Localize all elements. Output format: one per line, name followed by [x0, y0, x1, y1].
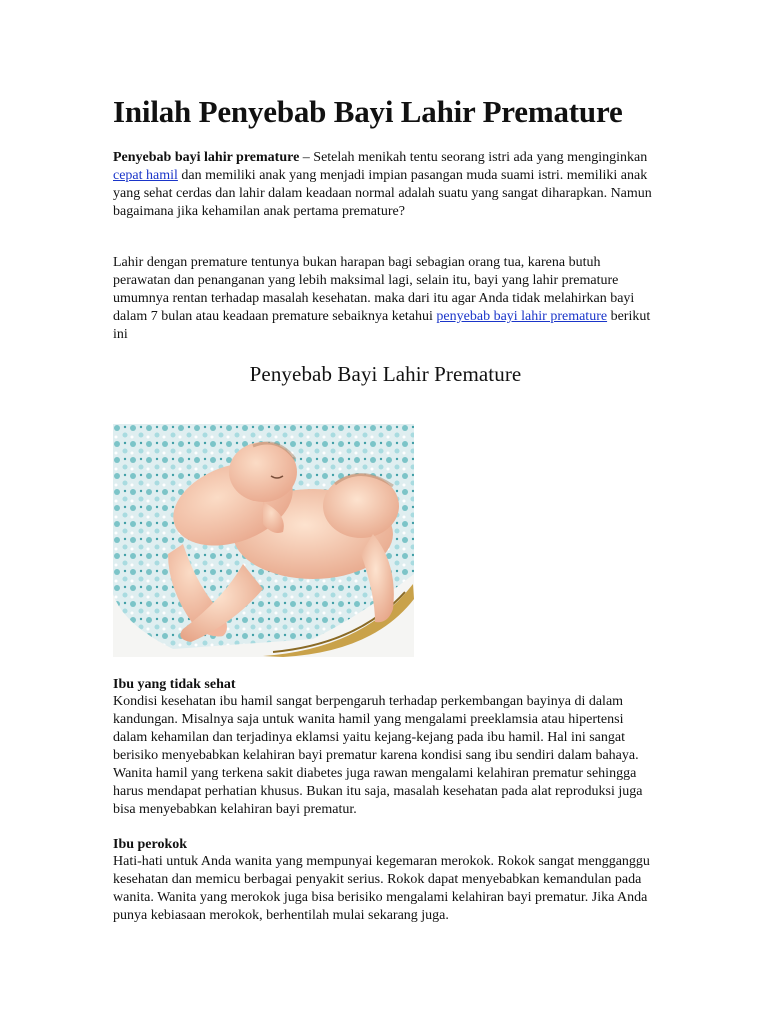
article-title: Inilah Penyebab Bayi Lahir Premature	[113, 94, 623, 129]
babies-photo	[113, 424, 414, 657]
para2-text-a: Lahir dengan premature tentunya bukan harapan bagi sebagian orang tua, karena butuh perawatan dan penanganan yang lebih maksimal lagi, selain itu, bayi yang lahir premature umumnya rentan terhadap masalah kesehatan. maka dari itu agar Anda tidak melahirkan bayi dalam 7 bulan atau keadaan premature sebaiknya ketahui	[113, 255, 635, 324]
intro-text-b: dan memiliki anak yang menjadi impian pasangan muda suami istri. memiliki anak yang sehat cerdas dan lahir dalam keadaan normal adalah suatu yang sangat diharapkan. Namun bagaimana jika kehamilan anak pertama premature?	[113, 168, 652, 219]
section-title-ibu-tidak-sehat: Ibu yang tidak sehat	[113, 677, 236, 692]
link-cepat-hamil[interactable]: cepat hamil	[113, 168, 178, 183]
section-body-ibu-perokok: Hati-hati untuk Anda wanita yang mempunyai kegemaran merokok. Rokok sangat mengganggu kesehatan dan memicu berbagai penyakit serius. Rokok dapat menyebabkan kemandulan pada wanita. Wanita yang merokok juga bisa berisiko mengalami kelahiran bayi prematur. Jika Anda punya kebiasaan merokok, berhentilah mulai sekarang juga.	[113, 854, 650, 923]
section-body-ibu-tidak-sehat: Kondisi kesehatan ibu hamil sangat berpengaruh terhadap perkembangan bayinya di dalam kandungan. Misalnya saja untuk wanita hamil yang mengalami preeklamsia atau hipertensi dalam kehamilan dan terjadinya eklamsi yaitu kejang-kejang pada ibu hamil. Hal ini sangat berisiko menyebabkan kelahiran bayi prematur karena kondisi sang ibu sendiri dalam bahaya. Wanita hamil yang terkena sakit diabetes juga rawan mengalami kelahiran prematur sehingga harus mendapat perhatian khusus. Bukan itu saja, masalah kesehatan pada alat reproduksi juga bisa menyebabkan kelahiran bayi prematur.	[113, 694, 643, 817]
intro-lead: Penyebab bayi lahir premature	[113, 150, 300, 165]
section-title-ibu-perokok: Ibu perokok	[113, 837, 188, 852]
intro-text-a: Setelah menikah tentu seorang istri ada yang menginginkan	[313, 150, 648, 165]
intro-dash: –	[299, 150, 314, 165]
para2-text-b: berikut ini	[113, 309, 651, 342]
second-paragraph	[113, 254, 658, 344]
intro-paragraph	[113, 149, 658, 221]
link-penyebab-bayi-lahir-premature[interactable]: penyebab bayi lahir premature	[436, 309, 608, 324]
section-heading: Penyebab Bayi Lahir Premature	[249, 362, 522, 386]
